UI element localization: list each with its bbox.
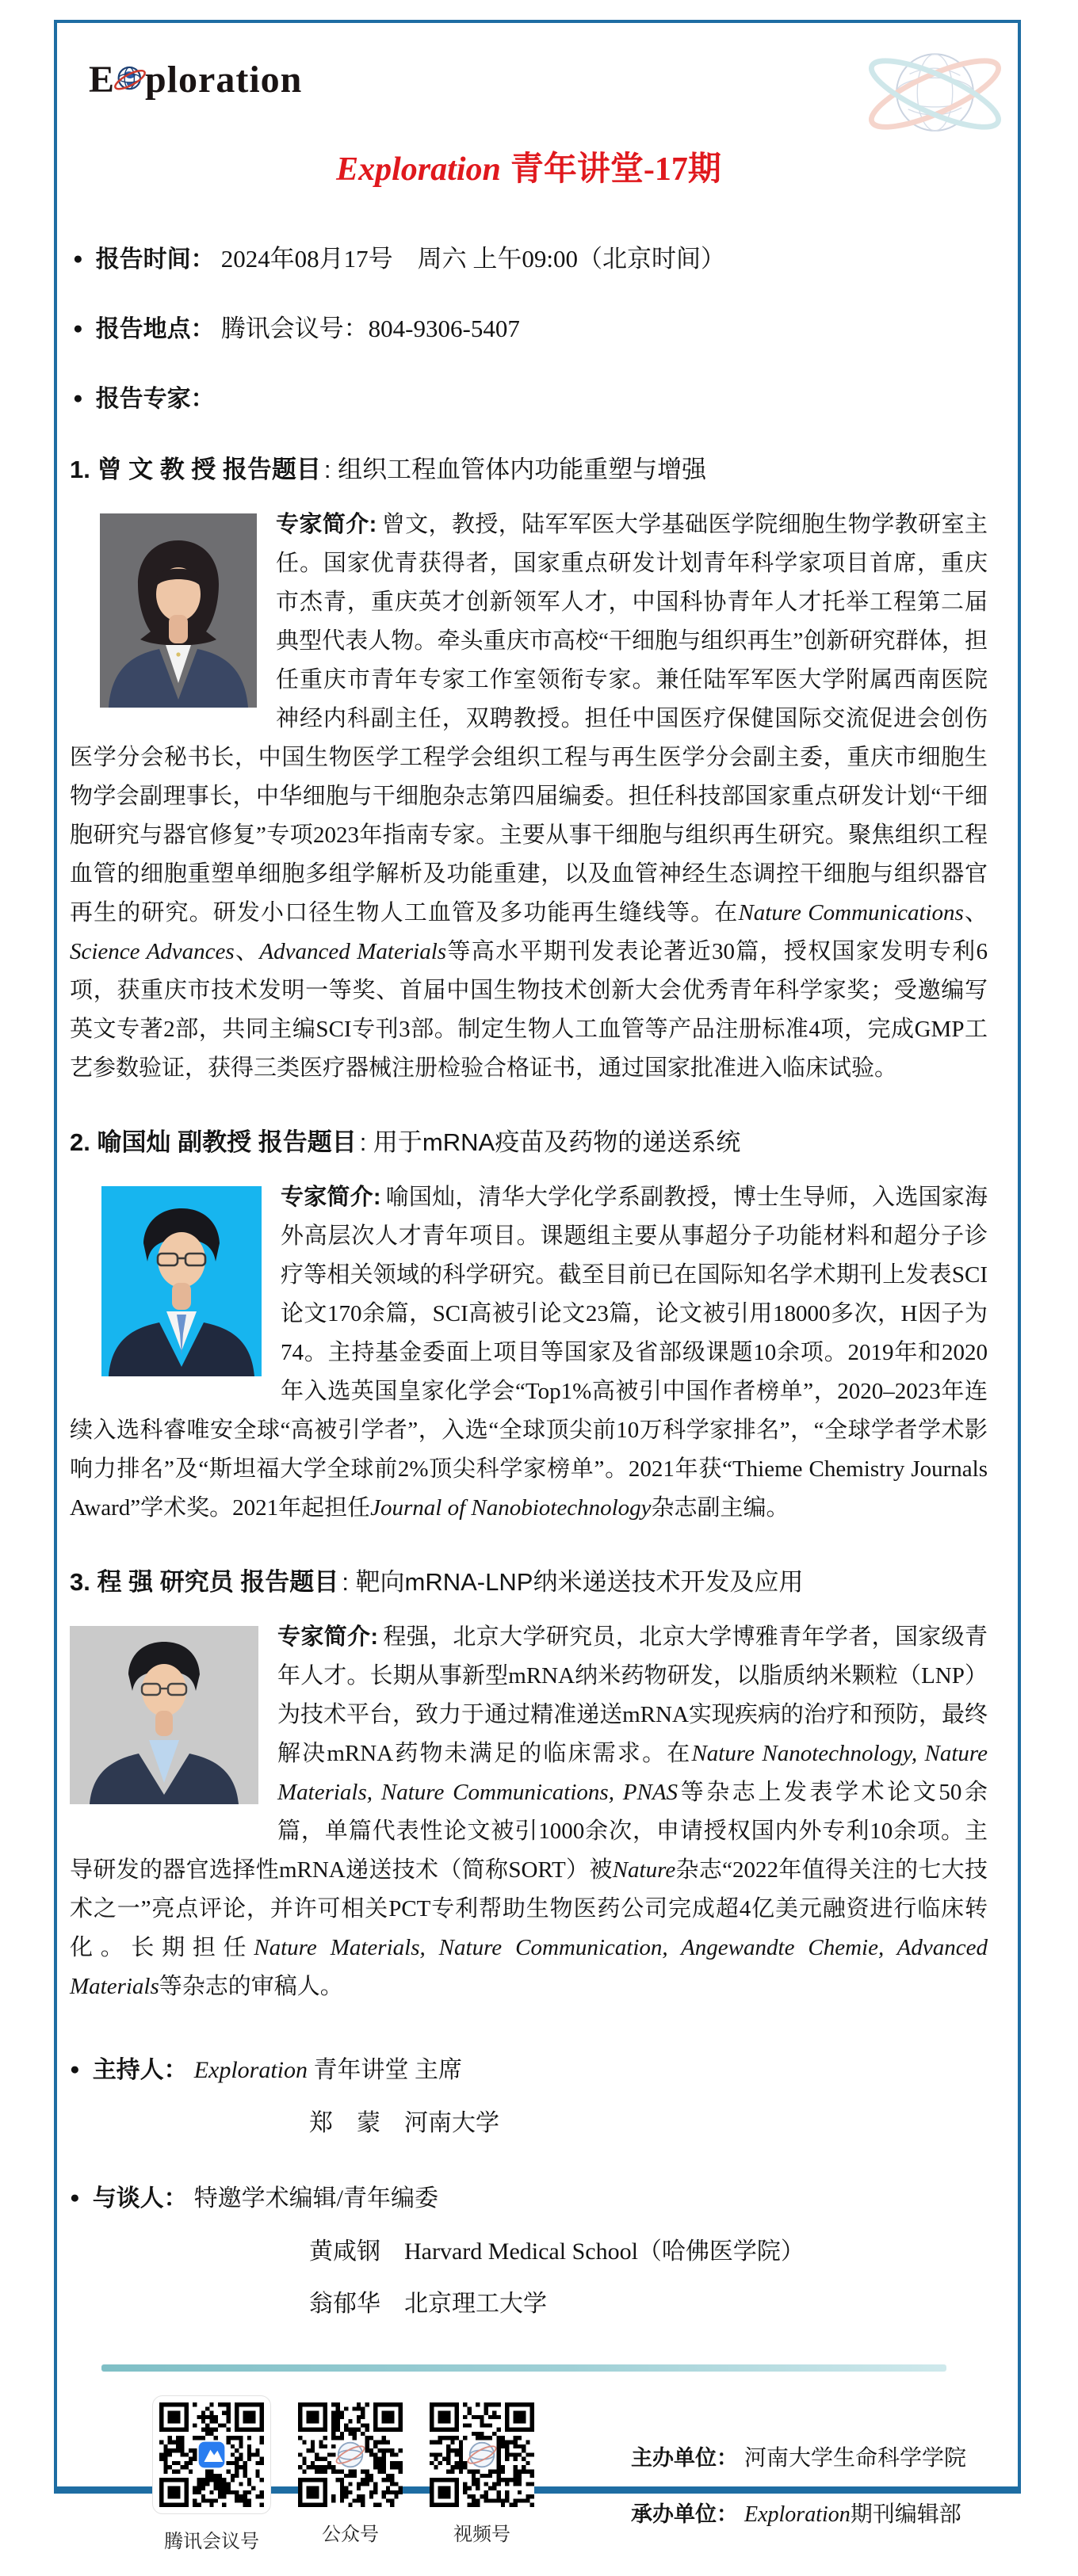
footer	[57, 2372, 1018, 2576]
info-label: 报告时间：	[95, 246, 215, 273]
info-label: 报告地点：	[95, 316, 215, 342]
info-item-speakers	[73, 382, 988, 415]
poster-body	[57, 23, 1018, 2372]
speaker2-heading	[70, 1126, 988, 1159]
speaker3-photo	[70, 1626, 258, 1804]
panelist-person: 黄咸钢 Harvard Medical School（哈佛医学院）	[309, 2238, 805, 2265]
host-label: 主持人：	[92, 2057, 188, 2083]
host-section	[70, 2052, 988, 2320]
bio-label: 专家简介:	[277, 1624, 379, 1650]
bullet-icon: ●	[73, 388, 83, 407]
exploration-logo	[89, 59, 302, 101]
logo-row	[89, 58, 988, 101]
organizer-line	[631, 2443, 966, 2474]
host-row	[70, 2052, 988, 2087]
speaker2-name: 2. 喻国灿 副教授 报告题目	[70, 1128, 357, 1156]
info-item-place	[73, 312, 988, 345]
co-organizer-line	[631, 2499, 966, 2530]
speaker2-photo	[101, 1186, 262, 1376]
qr-item-official-account	[298, 2395, 403, 2546]
speaker3-topic: : 靶向mRNA-LNP纳米递送技术开发及应用	[342, 1568, 804, 1596]
info-item-time	[73, 242, 988, 276]
bullet-icon: ●	[73, 319, 83, 338]
page-title	[70, 143, 988, 190]
speaker3-name: 3. 程 强 研究员 报告题目	[70, 1568, 339, 1596]
speaker2-topic: : 用于mRNA疫苗及药物的递送系统	[359, 1128, 741, 1156]
globe-watermark-icon	[854, 37, 1016, 152]
speaker1-topic: : 组织工程血管体内功能重塑与增强	[323, 456, 707, 483]
speaker3-bio	[70, 1618, 988, 2006]
info-value: 腾讯会议号：804-9306-5407	[220, 315, 520, 342]
qr-frame	[152, 2395, 271, 2514]
logo-text-pre: E	[89, 59, 116, 101]
bullet-icon: ●	[70, 2059, 80, 2078]
panelist-value: 特邀学术编辑/青年编委	[193, 2185, 439, 2212]
organizer-value: 河南大学生命科学学院	[744, 2446, 967, 2471]
bio-text: 程强，北京大学研究员，北京大学博雅青年学者，国家级青年人才。长期从事新型mRNA纳米药物研发，以脂质纳米颗粒（LNP）为技术平台，致力于通过精准递送mRNA实现疾病的治疗和预防，最终解决mRNA药物未满足的临床需求。在Nature Nanotechnology, Nature Materials, Nature Communications, PNAS等杂志上发表学术论文50余篇，单篇代表性论文被引1000余次，申请授权国内外专利10余项。主导研发的器官选择性mRNA递送技术（简称SORT）被Nature杂志“2022年值得关注的七大技术之一”亮点评论，并许可相关PCT专利帮助生物医药公司完成超4亿美元融资进行临床转化。长期担任Nature Materials, Nature Communication, Angewandte Chemie, Advanced Materials等杂志的审稿人。	[70, 1624, 988, 1999]
speaker2-bio	[70, 1178, 988, 1528]
bio-text: 曾文，教授，陆军军医大学基础医学院细胞生物学教研室主任。国家优青获得者，国家重点研发计划青年科学家项目首席，重庆市杰青，重庆英才创新领军人才，中国科协青年人才托举工程第二届典型代表人物。牵头重庆市高校“干细胞与组织再生”创新研究群体，担任重庆市青年专家工作室领衔专家。兼任陆军军医大学附属西南医院神经内科副主任，双聘教授。担任中国医疗保健国际交流促进会创伤医学分会秘书长，中国生物医学工程学会组织工程与再生医学分会副主委，重庆市细胞生物学会副理事长，中华细胞与干细胞杂志第四届编委。担任科技部国家重点研发计划“干细胞研究与器官修复”专项2023年指南专家。主要从事干细胞与组织再生研究。聚焦组织工程血管的细胞重塑单细胞多组学解析及功能重建，以及血管神经生态调控干细胞与组织器官再生的研究。研发小口径生物人工血管及多功能再生缝线等。在Nature Communications、Science Advances、Advanced Materials等高水平期刊发表论著近30篇，授权国家发明专利6项，获重庆市技术发明一等奖、首届中国生物技术创新大会优秀青年科学家奖；受邀编写英文专著2部，共同主编SCI专刊3部。制定生物人工血管等产品注册标准4项，完成GMP工艺参数验证，获得三类医疗器械注册检验合格证书，通过国家批准进入临床试验。	[70, 512, 988, 1081]
speaker1-photo	[100, 513, 257, 708]
globe-icon	[112, 61, 148, 97]
bullet-icon: ●	[70, 2188, 80, 2207]
logo-text-post: ploration	[145, 59, 303, 101]
panelist-person: 翁郁华 北京理工大学	[309, 2291, 547, 2317]
page-title-en: Exploration	[336, 151, 501, 188]
page-title-zh: 青年讲堂-17期	[510, 151, 721, 188]
bio-text: 喻国灿，清华大学化学系副教授，博士生导师，入选国家海外高层次人才青年项目。课题组主要从事超分子功能材料和超分子诊疗等相关领域的科学研究。截至目前已在国际知名学术期刊上发表SCI论文170余篇，SCI高被引论文23篇，论文被引用18000多次，H因子为74。主持基金委面上项目等国家及省部级课题10余项。2019年和2020年入选英国皇家化学会“Top1%高被引中国作者榜单”，2020–2023年连续入选科睿唯安全球“高被引学者”，入选“全球顶尖前10万科学家排名”，“全球学者学术影响力排名”及“斯坦福大学全球前2%顶尖科学家榜单”。2021年获“Thieme Chemistry Journals Award”学术奖。2021年起担任Journal of Nanobiotechnology杂志副主编。	[70, 1185, 988, 1521]
qr-item-tencent-meeting	[152, 2395, 271, 2553]
panelist-label: 与谈人：	[92, 2185, 188, 2212]
qr-label: 视频号	[453, 2524, 510, 2545]
info-list	[73, 242, 988, 415]
info-label: 报告专家：	[95, 386, 215, 412]
qr-label: 腾讯会议号	[164, 2531, 259, 2552]
organizer-label: 主办单位：	[631, 2446, 738, 2470]
host-person: 郑 蒙 河南大学	[309, 2110, 499, 2136]
poster-card	[54, 20, 1021, 2552]
video-channel-qr-code	[430, 2402, 534, 2507]
qr-code-row	[152, 2395, 561, 2553]
speaker1-bio	[70, 506, 988, 1088]
bio-label: 专家简介:	[281, 1185, 381, 1210]
tencent-meeting-qr-code	[159, 2402, 264, 2507]
speaker1-name: 1. 曾 文 教 授 报告题目	[70, 456, 321, 483]
qr-item-video-channel	[430, 2395, 534, 2546]
co-organizer-label: 承办单位：	[631, 2502, 738, 2526]
speaker3-heading	[70, 1566, 988, 1599]
bio-label: 专家简介:	[276, 512, 377, 537]
co-organizer-value: Exploration期刊编辑部	[744, 2502, 961, 2527]
panelist-row	[70, 2181, 988, 2215]
info-value: 2024年08月17号 周六 上午09:00（北京时间）	[220, 245, 726, 273]
organizer-block	[631, 2443, 966, 2555]
host-value: Exploration 青年讲堂 主席	[193, 2057, 463, 2083]
bullet-icon: ●	[73, 249, 83, 268]
qr-label: 公众号	[322, 2524, 379, 2545]
speaker1-heading	[70, 453, 988, 487]
footer-divider	[101, 2364, 946, 2372]
official-account-qr-code	[298, 2402, 403, 2507]
